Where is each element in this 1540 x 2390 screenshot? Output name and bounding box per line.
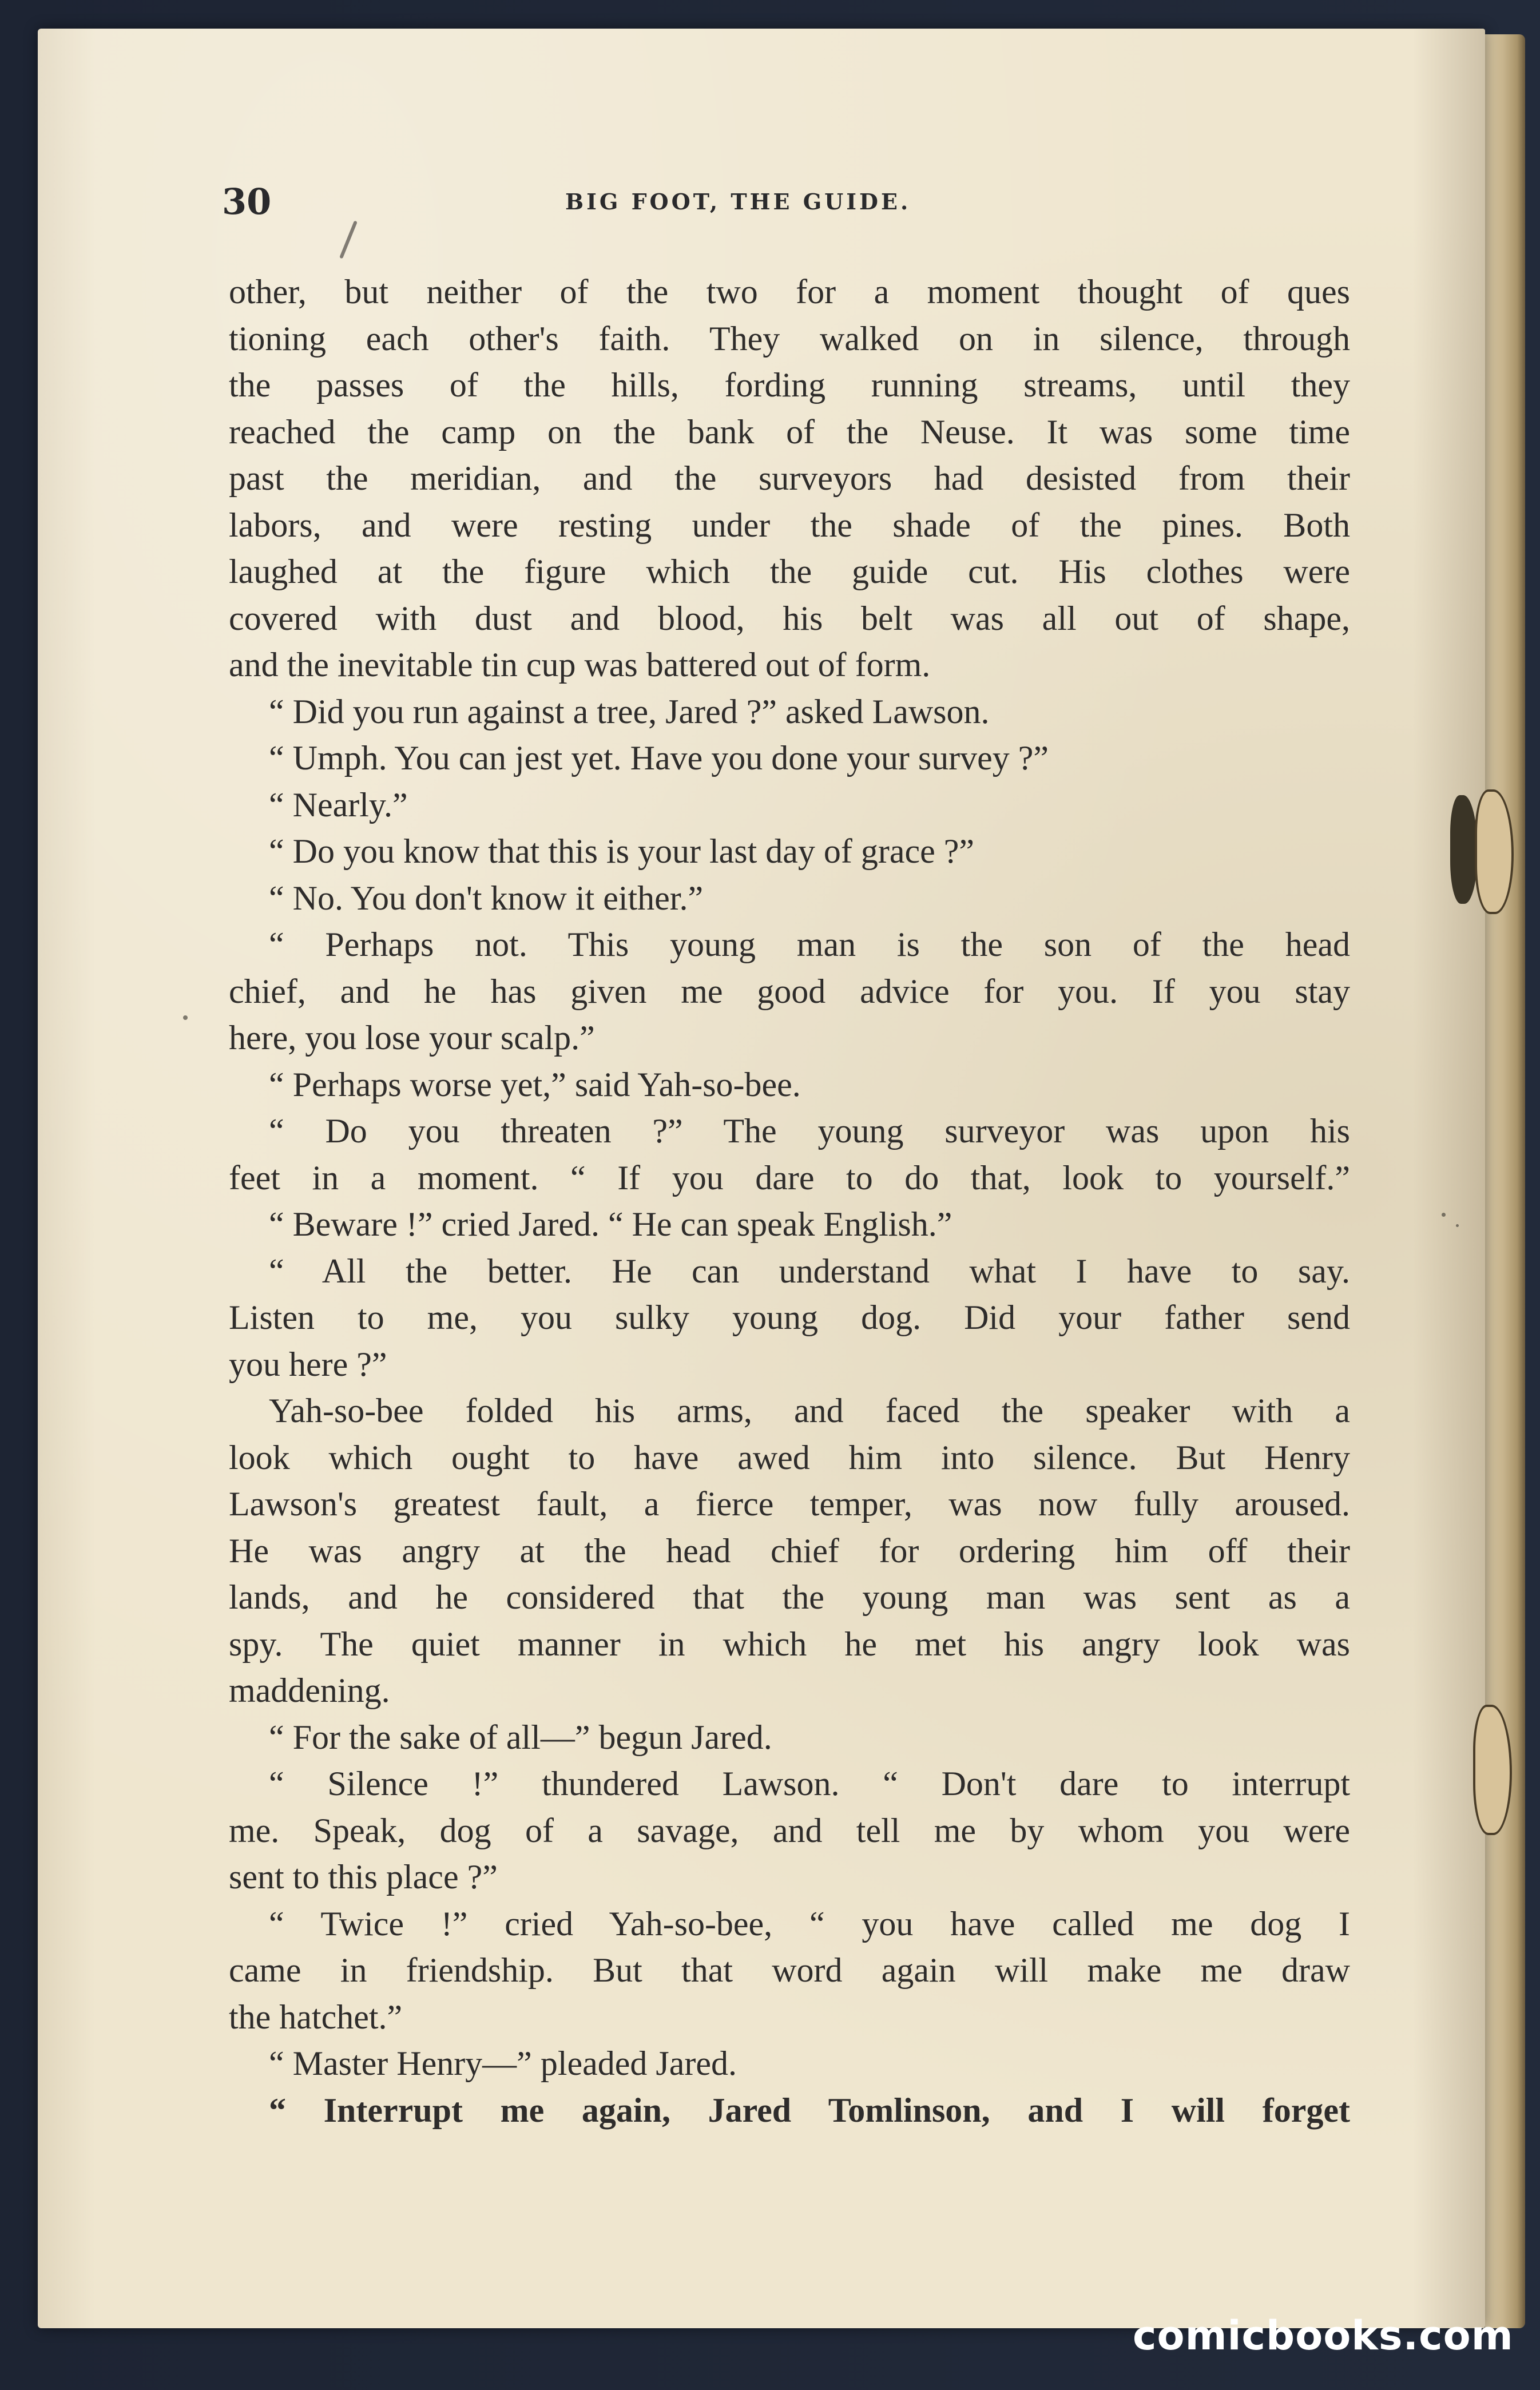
text-line: “ Interrupt me again, Jared Tomlinson, and I will forget <box>269 2091 1350 2129</box>
page-number: 30 <box>222 181 272 223</box>
page-edge <box>1485 34 1525 2328</box>
text-line: “ Perhaps not. This young man is the son of the head <box>269 926 1350 963</box>
text-line: “ Beware !” cried Jared. “ He can speak English.” <box>269 1205 952 1243</box>
text-line: “ Did you run against a tree, Jared ?” asked Lawson. <box>269 692 990 731</box>
ink-speck <box>183 1015 188 1020</box>
text-line: “ Do you know that this is your last day of grace ?” <box>269 832 975 870</box>
text-line: the passes of the hills, fording running streams, until they <box>229 366 1350 404</box>
text-line: covered with dust and blood, his belt was all out of shape, <box>229 599 1350 637</box>
text-line: “ Silence !” thundered Lawson. “ Don't dare to interrupt <box>269 1765 1350 1803</box>
text-line: “ All the better. He can understand what I have to say. <box>269 1252 1350 1290</box>
ink-speck <box>1442 1213 1446 1217</box>
text-line: look which ought to have awed him into silence. But Henry <box>229 1438 1350 1476</box>
body-text <box>229 269 1350 2134</box>
text-line: sent to this place ?” <box>229 1858 498 1896</box>
page-header <box>222 181 1349 232</box>
text-line: Lawson's greatest fault, a fierce temper, was now fully aroused. <box>229 1485 1350 1523</box>
text-line: “ Umph. You can jest yet. Have you done your survey ?” <box>269 739 1049 777</box>
text-line: feet in a moment. “ If you dare to do that, look to yourself.” <box>229 1158 1350 1197</box>
text-line: lands, and he considered that the young man was sent as a <box>229 1578 1350 1616</box>
ink-speck <box>1456 1224 1459 1227</box>
text-line: maddening. <box>229 1672 390 1709</box>
text-line: Listen to me, you sulky young dog. Did your father send <box>229 1299 1350 1336</box>
text-line: Yah-so-bee folded his arms, and faced the speaker with a <box>269 1392 1350 1430</box>
text-line: laughed at the figure which the guide cut. His clothes were <box>229 553 1350 590</box>
watermark: comicbooks.com <box>1133 2312 1514 2359</box>
text-line: He was angry at the head chief for ordering him off their <box>229 1531 1350 1570</box>
text-line: spy. The quiet manner in which he met his angry look was <box>229 1625 1350 1663</box>
text-line: “ Master Henry—” pleaded Jared. <box>269 2044 737 2082</box>
text-line: you here ?” <box>229 1345 387 1383</box>
text-line: chief, and he has given me good advice for you. If you stay <box>229 972 1350 1010</box>
text-line: “ No. You don't know it either.” <box>269 879 704 917</box>
text-line: me. Speak, dog of a savage, and tell me by whom you were <box>229 1811 1350 1849</box>
text-line: and the inevitable tin cup was battered out of form. <box>229 646 931 684</box>
text-line: “ Perhaps worse yet,” said Yah-so-bee. <box>269 1065 801 1103</box>
text-line: “ Do you threaten ?” The young surveyor was upon his <box>269 1112 1350 1150</box>
text-line: “ Nearly.” <box>269 785 408 824</box>
text-line: “ Twice !” cried Yah-so-bee, “ you have called me dog I <box>269 1904 1350 1943</box>
text-line: labors, and were resting under the shade of the pines. Both <box>229 506 1350 544</box>
text-line: tioning each other's faith. They walked on in silence, through <box>229 319 1350 358</box>
text-line: past the meridian, and the surveyors had desisted from their <box>229 459 1350 497</box>
text-line: reached the camp on the bank of the Neuse. It was some time <box>229 412 1350 451</box>
text-line: other, but neither of the two for a moment thought of ques <box>229 273 1350 311</box>
text-line: the hatchet.” <box>229 1998 403 2036</box>
text-line: here, you lose your scalp.” <box>229 1019 595 1057</box>
text-line: came in friendship. But that word again will make me draw <box>229 1951 1350 1989</box>
running-head: BIG FOOT, THE GUIDE. <box>565 189 911 215</box>
text-line: “ For the sake of all—” begun Jared. <box>269 1718 772 1756</box>
